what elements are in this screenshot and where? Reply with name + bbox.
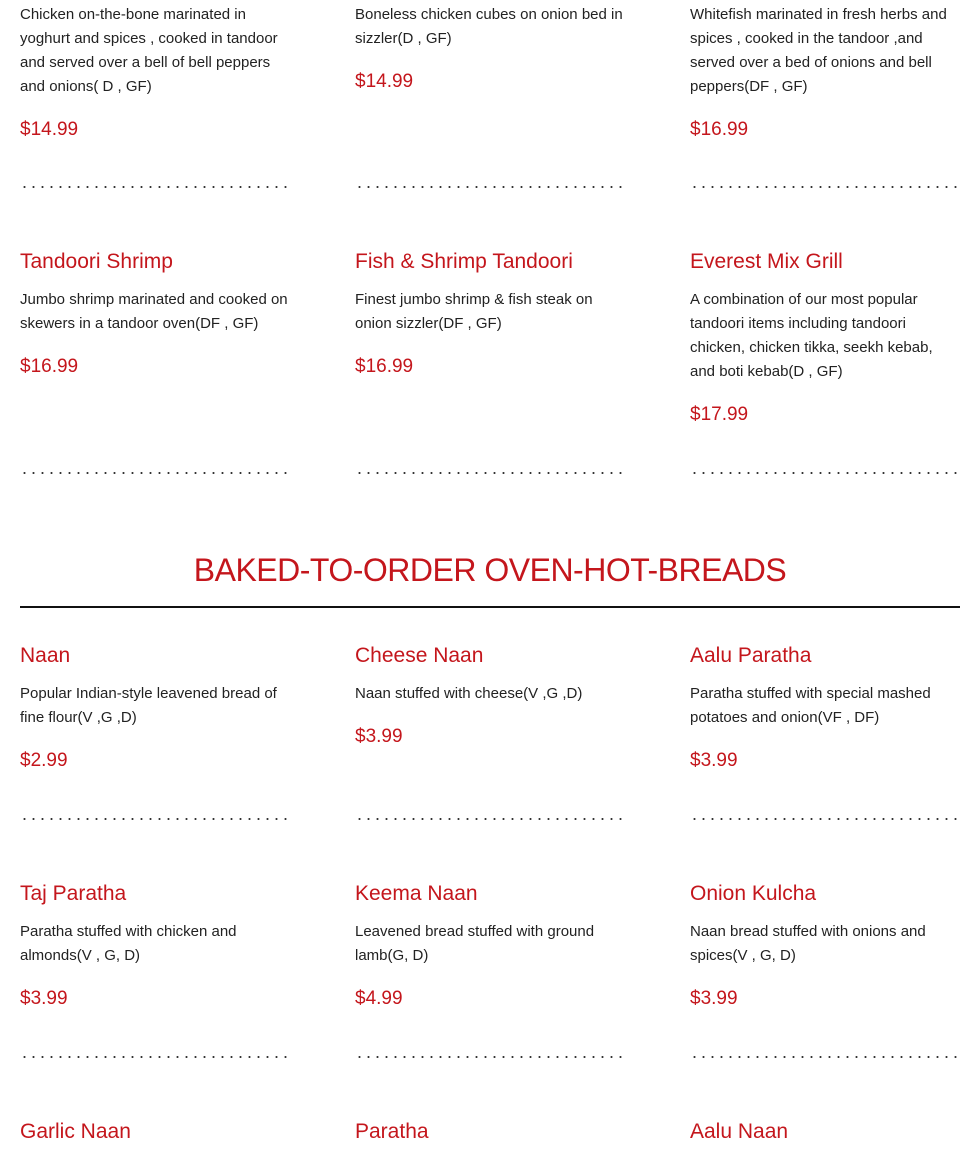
item-price: $3.99 [690,988,738,1009]
item-name: Paratha [355,1120,429,1143]
item-price: $2.99 [20,750,68,771]
item-price: $16.99 [20,356,79,377]
section-divider [20,606,960,608]
item-name: Keema Naan [355,882,478,905]
item-name: Garlic Naan [20,1120,131,1143]
dotted-separator [355,818,625,820]
item-description: Jumbo shrimp marinated and cooked on skewers in a tandoor oven(DF , GF) [20,291,288,332]
dotted-separator [355,472,625,474]
dotted-separator [690,818,960,820]
item-price: $3.99 [20,988,68,1009]
dotted-separator [20,186,290,188]
item-description: A combination of our most popular tandoori items including tandoori chicken, chicken tikka, seekh kebab, and boti kebab(D , GF) [690,291,933,380]
item-price: $16.99 [355,356,414,377]
dotted-separator [20,472,290,474]
dotted-separator [690,186,960,188]
dotted-separator [20,1056,290,1058]
item-name: Fish & Shrimp Tandoori [355,250,573,273]
item-description: Naan bread stuffed with onions and spices(V , G, D) [690,923,926,964]
item-name: Everest Mix Grill [690,250,843,273]
item-name: Taj Paratha [20,882,127,905]
item-name: Aalu Naan [690,1120,789,1143]
item-description: Chicken on-the-bone marinated in yoghurt and spices , cooked in tandoor and served over a bell of bell peppers and onions( D , GF) [20,6,278,95]
item-description: Finest jumbo shrimp & fish steak on onion sizzler(DF , GF) [355,291,593,332]
item-description: Popular Indian-style leavened bread of fine flour(V ,G ,D) [20,685,277,726]
item-price: $3.99 [355,726,403,747]
item-name: Naan [20,644,71,667]
item-description: Naan stuffed with cheese(V ,G ,D) [355,685,583,702]
section-title: BAKED-TO-ORDER OVEN-HOT-BREADS [193,552,787,588]
item-name: Onion Kulcha [690,882,817,905]
item-description: Leavened bread stuffed with ground lamb(G, D) [355,923,595,964]
item-price: $14.99 [20,119,79,140]
dotted-separator [355,1056,625,1058]
item-price: $4.99 [355,988,403,1009]
item-price: $16.99 [690,119,749,140]
item-description: Boneless chicken cubes on onion bed in sizzler(D , GF) [355,6,623,47]
item-name: Aalu Paratha [690,644,812,667]
item-price: $14.99 [355,71,414,92]
item-name: Cheese Naan [355,644,484,667]
item-name: Tandoori Shrimp [20,250,173,273]
item-price: $3.99 [690,750,738,771]
dotted-separator [355,186,625,188]
item-price: $17.99 [690,404,749,425]
dotted-separator [690,1056,960,1058]
item-description: Paratha stuffed with special mashed potatoes and onion(VF , DF) [690,685,931,726]
dotted-separator [20,818,290,820]
item-description: Paratha stuffed with chicken and almonds(V , G, D) [20,923,237,964]
item-description: Whitefish marinated in fresh herbs and spices , cooked in the tandoor ,and served over a bed of onions and bell peppers(DF , GF) [690,6,947,95]
dotted-separator [690,472,960,474]
